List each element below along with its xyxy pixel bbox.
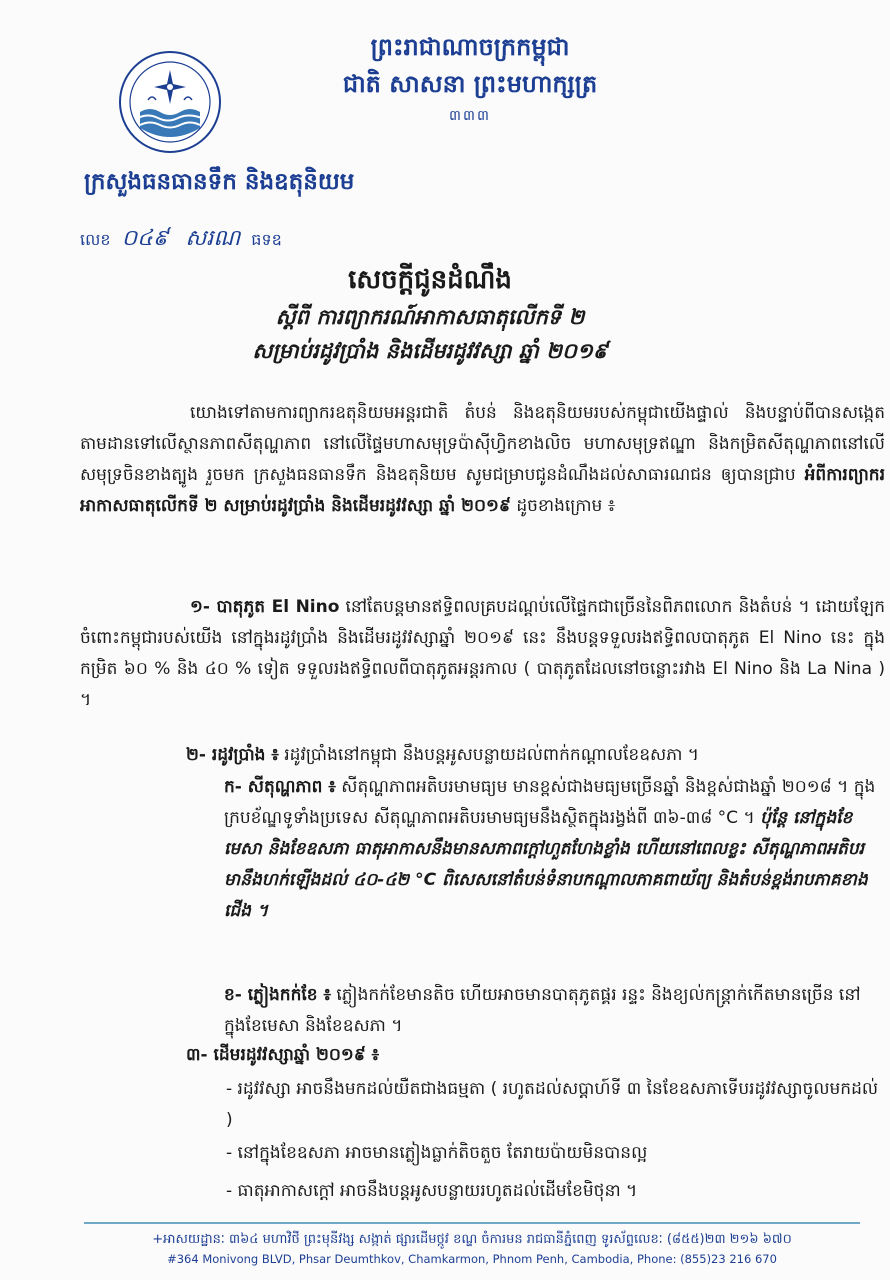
notice-subtitle-2: សម្រាប់រដូវប្រាំង និងដើមរដូវវស្សា ឆ្នាំ ២០១៩: [252, 339, 608, 363]
intro-paragraph: [80, 398, 885, 522]
ref-label: លេខ: [80, 230, 111, 249]
intro-tail: ដូចខាងក្រោម ៖: [510, 496, 616, 516]
notice-title-block: [200, 260, 660, 368]
footer: [84, 1230, 860, 1268]
ref-suffix: ធទឧ: [251, 230, 282, 249]
section-2-label: ២- រដូវប្រាំង ៖: [186, 745, 279, 765]
temperature-text: សីតុណ្ហភាពអតិបរមាមធ្យម មានខ្ពស់ជាងមធ្យមច្រើនឆ្នាំ និងខ្ពស់ជាងឆ្នាំ ២០១៨ ។ ក្នុងក្របខ័ណ្ឌទូទាំងប្រទេស សីតុណ្ហភាពអតិបរមាមធ្យមនឹងស្ថិតក្នុងរង្វង់ពី ៣៦-៣៨ °C ។: [224, 777, 876, 828]
list-item: - រដូវវស្សា អាចនឹងមកដល់យឺតជាងធម្មតា ( រហូតដល់សប្តាហ៍ទី ៣ នៃខែឧសភាទើបរដូវវស្សាចូលមកដល់ ): [226, 1079, 879, 1130]
national-motto: ជាតិ សាសនា ព្រះមហាក្សត្រ: [342, 70, 598, 98]
ref-handwritten: សរណ: [185, 226, 241, 251]
kingdom-header: [290, 30, 650, 128]
rainfall-label: ខ- ភ្លៀងកក់ខែ ៖: [224, 985, 331, 1005]
reference-number: [80, 224, 282, 256]
section-1: [80, 592, 885, 716]
section-2-rainfall: [224, 980, 884, 1042]
notice-subtitle-1: ស្តីពី ការព្យាករណ៍អាកាសធាតុលើកទី ២: [275, 305, 585, 329]
rainfall-text: ភ្លៀងកក់ខែមានតិច ហើយអាចមានបាតុភូតផ្គរ រន្ទះ និងខ្យល់កន្ត្រាក់កើតមានច្រើន នៅក្នុងខែមេសា និងខែឧសភា ។: [224, 985, 861, 1036]
section-2-temperature: [224, 772, 884, 927]
header-ornament: ៣៣៣: [449, 108, 491, 124]
temperature-warning: ប៉ុន្តែ នៅក្នុងខែមេសា និងខែឧសភា ធាតុអាកាសនឹងមានសភាពក្តៅហួតហែងខ្លាំង ហើយនៅពេលខ្លះ សីតុណ្ហភាពអតិបរមានឹងហក់ឡើងដល់ ៤០-៤២ °C ពិសេសនៅតំបន់ទំនាបកណ្តាលភាគពាយ័ព្យ និងតំបន់ខ្ពង់រាបភាគខាងជើង ។: [224, 808, 868, 921]
kingdom-title: ព្រះរាជាណាចក្រកម្ពុជា: [370, 33, 570, 61]
section-1-text: នៅតែបន្តមានឥទ្ធិពលគ្របដណ្តប់លើផ្ទៃកជាច្រើននៃពិភពលោក និងតំបន់ ។ ដោយឡែក ចំពោះកម្ពុជារបស់យើង នៅក្នុងរដូវប្រាំង និងដើមរដូវវស្សាឆ្នាំ ២០១៩ នេះ នឹងបន្តទទួលរងឥទ្ធិពលបាតុភូត El Nino នេះ ក្នុងកម្រិត ៦០ % និង ៤០ % ទៀត ទទួលរងឥទ្ធិពលពីបាតុភូតអន្តរកាល ( បាតុភូតដែលនៅចន្លោះរវាង El Nino និង La Nina ) ។: [80, 597, 885, 710]
section-3: [186, 1040, 886, 1071]
list-item: - ធាតុអាកាសក្តៅ អាចនឹងបន្តអូសបន្លាយរហូតដល់ដើមខែមិថុនា ។: [226, 1181, 638, 1201]
footer-address-english: #364 Monivong BLVD, Phsar Deumthkov, Chamkarmon, Phnom Penh, Cambodia, Phone: (855)23 216 670: [167, 1252, 777, 1266]
intro-text: យោងទៅតាមការព្យាករឧតុនិយមអន្តរជាតិ តំបន់ និងឧតុនិយមរបស់កម្ពុជាយើងផ្ទាល់ និងបន្ទាប់ពីបានសង្កេតតាមដានទៅលើស្ថានភាពសីតុណ្ហភាព នៅលើផ្ទៃមហាសមុទ្រប៉ាស៊ីហ្វិកខាងលិច មហាសមុទ្រឥណ្ឌា និងកម្រិតសីតុណ្ហភាពនៅលើសមុទ្រចិនខាងត្បូង រួចមក ក្រសួងធនធានទឹក និងឧតុនិយម សូមជម្រាបជូនដំណឹងដល់សាធារណជន ឲ្យបានជ្រាប: [80, 403, 885, 485]
ministry-logo-icon: [118, 50, 222, 154]
list-item: - នៅក្នុងខែឧសភា អាចមានភ្លៀងធ្លាក់តិចតួច តែរាយប៉ាយមិនបានល្អ: [226, 1143, 648, 1163]
section-2-text: រដូវប្រាំងនៅកម្ពុជា នឹងបន្តអូសបន្លាយដល់ពាក់កណ្តាលខែឧសភា ។: [278, 745, 699, 765]
ministry-name: ក្រសួងធនធានទឹក និងឧតុនិយម: [84, 169, 355, 195]
intro-bold: អំពីការព្យាករអាកាសធាតុលើកទី ២ សម្រាប់រដូវប្រាំង និងដើមរដូវវស្សា ឆ្នាំ ២០១៩: [80, 465, 885, 516]
footer-address-khmer: +អាសយដ្ឋានៈ ៣៦៤ មហាវិថី ព្រះមុនីវង្ស សង្កាត់ ផ្សារដើមថ្កូវ ខណ្ឌ ចំការមន រាជធានីភ្នំពេញ ទូរស័ព្ទលេខៈ (៨៥៥)២៣ ២១៦ ៦៧០: [152, 1232, 792, 1247]
section-3-label: ៣- ដើមរដូវវស្សាឆ្នាំ ២០១៩ ៖: [186, 1045, 380, 1065]
temperature-label: ក- សីតុណ្ហភាព ៖: [224, 777, 336, 797]
section-2: [186, 740, 886, 771]
ref-number: ០៤៩: [121, 226, 169, 251]
notice-title: សេចក្តីជូនដំណឹង: [348, 265, 512, 295]
section-1-label: ១- បាតុភូត El Nino: [190, 597, 340, 617]
footer-divider: [84, 1222, 860, 1224]
